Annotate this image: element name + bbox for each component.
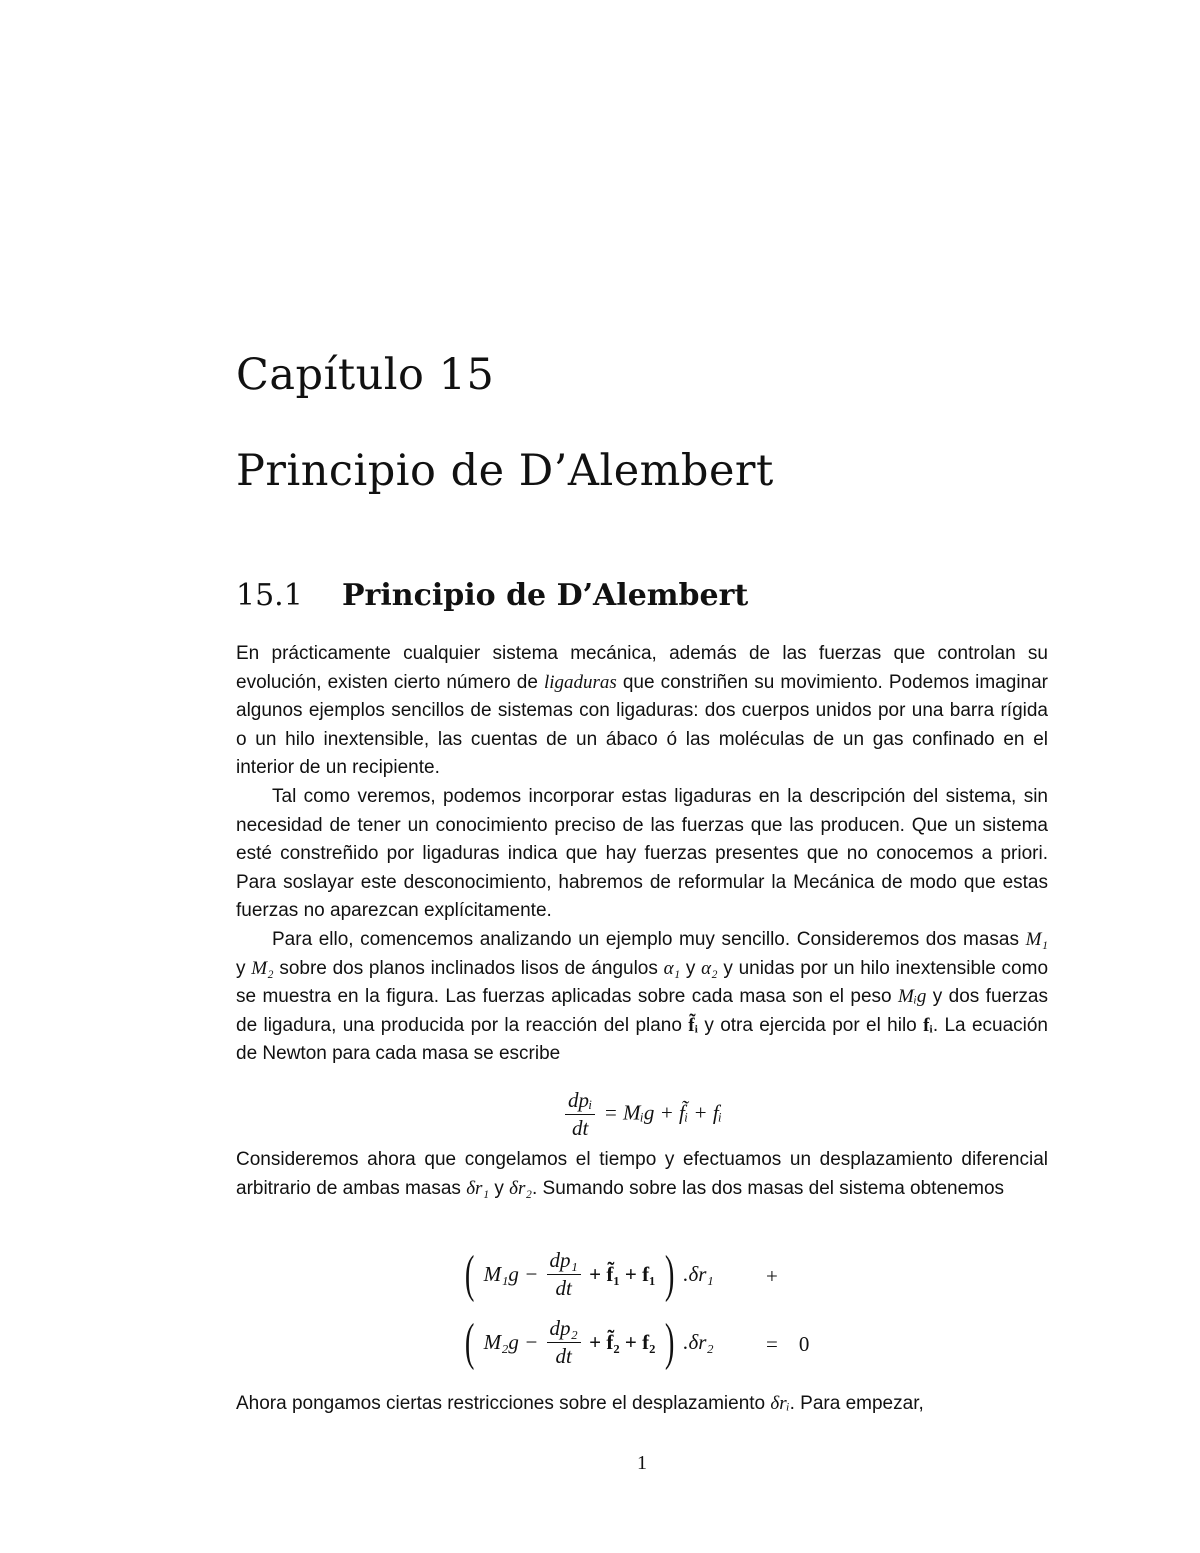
chapter-label: Capítulo 15 — [236, 350, 495, 400]
paragraph-text: y — [680, 957, 702, 979]
section-number: 15.1 — [236, 578, 303, 613]
math-symbol: δrᵢ — [770, 1393, 790, 1414]
fraction — [565, 1088, 595, 1141]
paragraph-text: Consideremos ahora que congelamos el tiempo y efectuamos un desplazamiento diferencial arbitrario de ambas masas — [236, 1149, 1048, 1199]
paragraph-text: Para ello, comencemos analizando un ejemplo muy sencillo. Consideremos dos masas — [272, 929, 1026, 950]
equation-row-2-rhs: = 0 — [766, 1332, 810, 1356]
equation-term: .δr₂ — [683, 1330, 714, 1354]
paragraph-4 — [236, 1146, 1048, 1203]
fraction-denominator: dt — [555, 1344, 572, 1368]
math-symbol: fᵢ — [923, 1014, 933, 1036]
equation-term: .δr₁ — [683, 1262, 714, 1286]
section-heading — [236, 578, 748, 613]
paragraph-text: y dos fuerzas de ligadura, una producida por la reacción del plano — [236, 986, 1048, 1036]
chapter-title: Principio de D’Alembert — [236, 446, 774, 496]
fraction-denominator: dt — [555, 1276, 572, 1300]
fraction — [547, 1316, 581, 1369]
paragraph-text: En prácticamente cualquier sistema mecánica, además de las fuerzas que controlan su evolución, existen cierto número de — [236, 643, 1048, 693]
equation-rhs: = Mᵢg + f̃ᵢ + fᵢ — [603, 1100, 722, 1125]
paragraph-text: y — [489, 1177, 510, 1199]
newton-equation — [236, 1088, 1048, 1141]
fraction-numerator: dp₂ — [547, 1316, 581, 1343]
paragraph-text: . La ecuación de Newton para cada masa se escribe — [236, 1014, 1048, 1065]
fraction — [547, 1248, 581, 1301]
paragraph-text: y unidas por un hilo inextensible como se muestra en la figura. Las fuerzas aplicadas sobre cada masa son el peso — [236, 957, 1049, 1008]
fraction-numerator: dp₁ — [547, 1248, 581, 1275]
right-paren: ) — [664, 1245, 675, 1303]
fraction-denominator: dt — [571, 1116, 589, 1140]
equation-term: M₁g − — [483, 1262, 539, 1286]
paragraph-text: . Sumando sobre las dos masas del sistema obtenemos — [531, 1177, 1005, 1199]
equation-term: + f̃₁ + f₁ — [589, 1262, 656, 1286]
equation-term: M₂g − — [483, 1330, 539, 1354]
paragraph-text: Ahora pongamos ciertas restricciones sobre el desplazamiento — [236, 1393, 771, 1414]
math-symbol: Mᵢg — [898, 986, 927, 1008]
right-paren: ) — [664, 1313, 675, 1371]
fraction-numerator: dpᵢ — [565, 1088, 595, 1115]
paragraph-5 — [236, 1390, 1048, 1419]
section-title: Principio de D’Alembert — [342, 578, 749, 613]
paragraph-text: y — [236, 957, 252, 979]
equation-row-1-rhs: + — [766, 1264, 778, 1288]
paragraph-1 — [236, 640, 1048, 783]
left-paren: ( — [464, 1245, 475, 1303]
equation-row-1 — [461, 1245, 714, 1303]
paragraph-text: . Para empezar, — [789, 1393, 924, 1414]
paragraph-text: y otra ejercida por el hilo — [698, 1014, 924, 1036]
paragraph-2: Tal como veremos, podemos incorporar estas ligaduras en la descripción del sistema, sin necesidad de tener un conocimiento preciso de las fuerzas que las producen. Que un sistema esté constreñido por ligaduras indica que hay fuerzas presentes que no conocemos a priori. Para soslayar este desconocimiento, habremos de reformular la Mecánica de modo que estas fuerzas no aparezcan explícitamente. — [236, 786, 1048, 922]
emphasis-term: ligaduras — [543, 671, 617, 693]
left-paren: ( — [464, 1313, 475, 1371]
math-symbol: δr₁ — [466, 1177, 490, 1199]
document-page — [236, 0, 1048, 1553]
math-symbol: α₁ — [663, 957, 681, 979]
equation-term: + f̃₂ + f₂ — [589, 1330, 656, 1354]
paragraph-text: que constriñen su movimiento. Podemos imaginar algunos ejemplos sencillos de sistemas con ligaduras: dos cuerpos unidos por una barra rígida o un hilo inextensible, las cuentas de un ábaco ó las moléculas de un gas confinado en el interior de un recipiente. — [236, 671, 1049, 779]
math-symbol: M₁ — [1025, 929, 1048, 950]
math-symbol: M₂ — [251, 957, 274, 979]
page-number: 1 — [637, 1452, 647, 1474]
paragraph-text: sobre dos planos inclinados lisos de ángulos — [273, 957, 664, 979]
paragraph-3 — [236, 926, 1048, 1069]
math-symbol: α₂ — [701, 957, 718, 979]
equation-row-2 — [461, 1313, 714, 1371]
math-symbol: δr₂ — [509, 1177, 532, 1199]
math-symbol: f̃ᵢ — [688, 1014, 698, 1036]
